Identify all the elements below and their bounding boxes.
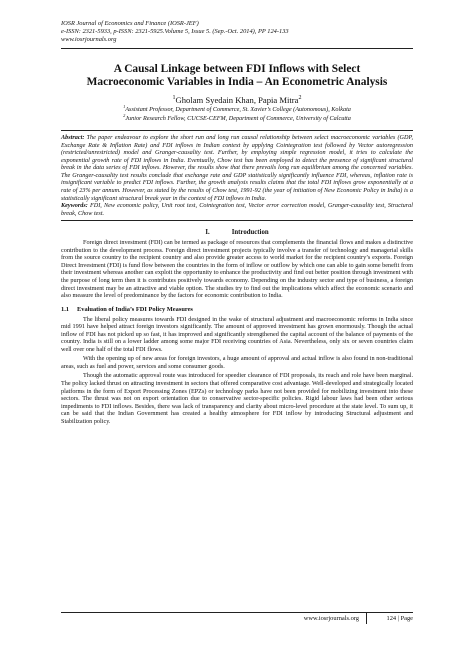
affiliation-2-sup: 2 bbox=[123, 112, 126, 118]
affiliation-2 bbox=[61, 112, 413, 123]
keywords-text: FDI, New economic policy, Unit root test, Cointegration test, Vector error correction model, Granger-causality test, Structural break, Chow test. bbox=[61, 202, 414, 217]
subsection-title: Evaluation of India’s FDI Policy Measures bbox=[77, 305, 193, 313]
keywords bbox=[61, 202, 413, 217]
affiliation-1-sup: 1 bbox=[123, 103, 126, 109]
section-heading-introduction bbox=[61, 229, 413, 237]
subsection-heading-fdi-policy bbox=[61, 306, 413, 314]
title-line-2: Macroeconomic Variables in India – An Econometric Analysis bbox=[86, 75, 388, 88]
abstract-box bbox=[61, 130, 413, 221]
journal-header bbox=[61, 20, 413, 45]
affiliation-1-text: Assistant Professor, Department of Commerce, St. Xavier’s College (Autonomous), Kolkata bbox=[125, 106, 351, 114]
title-line-1: A Causal Linkage between FDI Inflows with Select bbox=[113, 62, 361, 75]
journal-issn: e-ISSN: 2321-5933, p-ISSN: 2321-5925.Volume 5, Issue 5. (Sep.-Oct. 2014), PP 124-133 bbox=[61, 28, 289, 36]
abstract-text: The paper endeavour to explore the short run and long run causal relationship between select macroeconomic variables (GDP, Exchange Rate & Inflation Rate) and FDI inflows in Indian context by applying Cointegration test followed by Vector autoregression (restricted/unrestricted) model and Granger-causality test. Further, by employing simple regression model, it tries to calculate the exponential growth rate of FDI inflows in India. Eventually, Chow test has been employed to detect the presence of significant structural break in the data series of FDI inflows. However, the results show that there prevails long run equilibrium among the concerned variables. The Granger-causality test results conclude that exchange rate and GDP statistically significantly influence FDI, whereas, inflation rate is insignificant variable to predict FDI inflows. Further, the growth analysis results claims that the total FDI inflows grow exponentially at a rate of 23% per annum. However, as stated by the results of Chow test, 1991-92 (the year of initiation of New Economic Policy in India) is a statistically significant structural break year in the context of FDI inflows in India. bbox=[61, 134, 413, 202]
keywords-label: Keywords: bbox=[61, 202, 88, 210]
footer-url[interactable]: www.iosrjournals.org bbox=[303, 615, 359, 622]
footer-divider bbox=[366, 613, 367, 624]
journal-url[interactable]: www.iosrjournals.org bbox=[61, 36, 117, 44]
author-list bbox=[61, 95, 413, 105]
page-footer bbox=[61, 612, 413, 625]
journal-name: IOSR Journal of Economics and Finance (IOSR-JEF) bbox=[61, 20, 199, 27]
affiliation-1 bbox=[61, 103, 413, 114]
author-sup-1: 1 bbox=[172, 95, 176, 102]
intro-paragraph: Foreign direct investment (FDI) can be termed as package of resources that complements the financial flows and makes a distinctive contribution to the development process. Foreign direct investment projects typically involve a transfer of technology and managerial skills from the source country to the recipient country and also provide greater access to world market for the recipient country’s exports. Foreign Direct Investment (FDI) is fund flow between the countries in the form of inflow or outflow by which one can able to gain some benefit from their investment whereas another can exploit the opportunity to enhance the productivity and find out better position through investment with the purpose of long term then it is contributes positively towards economy. Depending on the industry sector and type of business, a foreign direct investment may be an attractive and viable option. The studies try to find out the implications which affect the economic scenario and also measure the level of predominance by the factors for economic contribution to India. bbox=[61, 239, 413, 300]
affiliation-2-text: Junior Research Fellow, CUCSE-CEFM, Department of Commerce, University of Calcutta bbox=[125, 114, 351, 122]
abstract bbox=[61, 134, 413, 202]
subsection-number: 1.1 bbox=[61, 305, 69, 313]
header-rule bbox=[61, 48, 413, 49]
section-number: I. bbox=[205, 229, 210, 237]
abstract-label: Abstract: bbox=[61, 134, 85, 142]
policy-paragraph-3: Though the automatic approval route was introduced for speedier clearance of FDI proposals, its reach and role have been marginal. The policy lacked thrust on attracting investment in sectors that offered comparative cost advantage. Well-developed and strategically located platforms in the form of Export Processing Zones (EPZs) or technology parks have not been provided for mobilizing investment into these sectors. The thrust was not on export orientation due to conservative sector-specific policies. Rigid labour laws had been other serious impediments to FDI inflows. Besides, there was lack of transparency and clarity about micro-level procedure at the state level. To sum up, it can be said that the Indian Government has created a healthy atmosphere for FDI inflow by introducing Structural adjustment and Stabilization policy. bbox=[61, 372, 413, 425]
page-number: 124 | Page bbox=[386, 615, 413, 622]
author-sup-2: 2 bbox=[298, 95, 302, 102]
author-names: Gholam Syedain Khan, Papia Mitra bbox=[175, 95, 299, 106]
paper-title bbox=[61, 63, 413, 89]
policy-paragraph-1: The liberal policy measures towards FDI designed in the wake of structural adjustment and macroeconomic reforms in India since mid 1991 have helped attract foreign investors significantly. The amount of approved investment has grown enormously. Though the actual inflow of FDI has not picked up so fast, it has improved and significantly strengthened the capital account of the balance of payments of the country. India is still on a lower ladder among some major FDI receiving countries of Asia. Nevertheless, only six or seven countries claim well over one half of the total FDI flows. bbox=[61, 315, 413, 353]
policy-paragraph-2: With the opening up of new areas for foreign investors, a huge amount of approval and actual inflow is also found in non-traditional areas, such as fuel and power, services and some consumer goods. bbox=[61, 355, 413, 370]
section-title: Introduction bbox=[231, 229, 269, 237]
